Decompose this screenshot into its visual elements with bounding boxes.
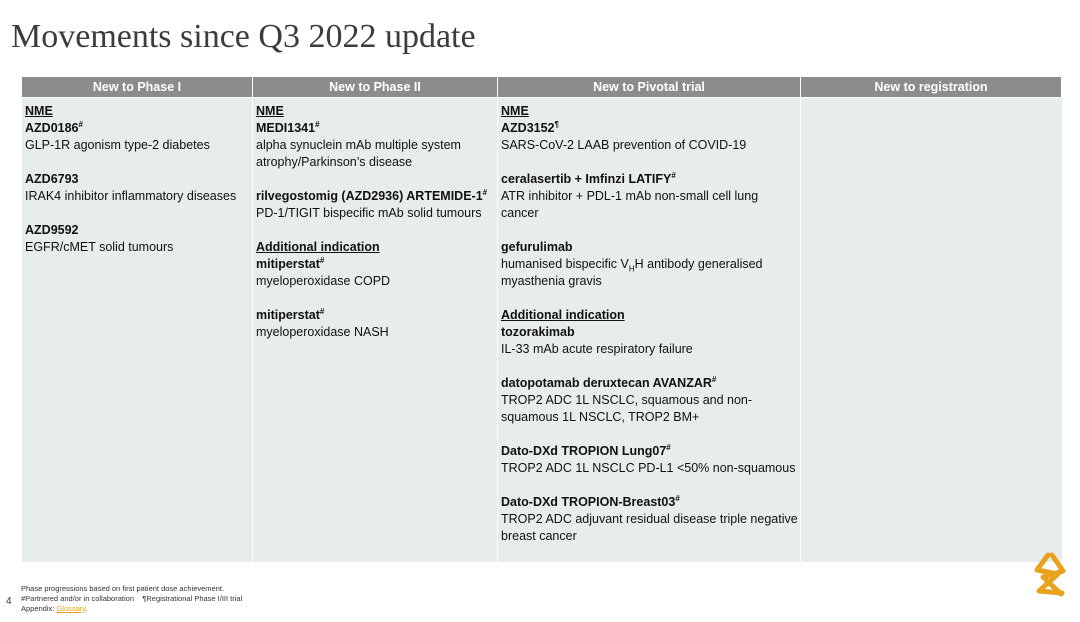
drug-name: rilvegostomig (AZD2936) ARTEMIDE-1# bbox=[256, 187, 488, 203]
drug-name: mitiperstat# bbox=[256, 306, 325, 322]
drug-description: ATR inhibitor + PDL-1 mAb non-small cell lung cancer bbox=[501, 189, 759, 220]
drug-name: gefurulimab bbox=[501, 240, 573, 254]
drug-name: Dato-DXd TROPION-Breast03# bbox=[501, 493, 680, 509]
list-item bbox=[501, 494, 798, 545]
section-label: NME bbox=[501, 104, 529, 118]
section-label: Additional indication bbox=[501, 308, 625, 322]
drug-name: AZD6793 bbox=[25, 172, 79, 186]
column-header-registration: New to registration bbox=[801, 77, 1062, 97]
drug-description: SARS-CoV-2 LAAB prevention of COVID-19 bbox=[501, 138, 747, 152]
drug-description: TROP2 ADC 1L NSCLC, squamous and non-squamous 1L NSCLC, TROP2 BM+ bbox=[501, 393, 753, 424]
drug-name: AZD3152¶ bbox=[501, 119, 559, 135]
drug-name: datopotamab deruxtecan AVANZAR# bbox=[501, 374, 717, 390]
footnotes bbox=[21, 584, 242, 614]
drug-name: ceralasertib + Imfinzi LATIFY# bbox=[501, 170, 676, 186]
drug-description: TROP2 ADC adjuvant residual disease triple negative breast cancer bbox=[501, 512, 798, 543]
glossary-link[interactable]: Glossary bbox=[56, 604, 86, 613]
column-header-pivotal: New to Pivotal trial bbox=[498, 77, 801, 97]
footnote-appendix: Appendix: Glossary. bbox=[21, 604, 88, 613]
drug-description: myeloperoxidase COPD bbox=[256, 274, 391, 288]
astrazeneca-logo-icon bbox=[1025, 550, 1075, 602]
column-registration bbox=[801, 97, 1062, 562]
footnote-marks bbox=[21, 594, 242, 604]
drug-name: Dato-DXd TROPION Lung07# bbox=[501, 442, 671, 458]
column-pivotal bbox=[498, 97, 801, 562]
drug-description: PD-1/TIGIT bispecific mAb solid tumours bbox=[256, 206, 482, 220]
drug-description: humanised bispecific $V_HH$ antibody generalised myasthenia gravis bbox=[501, 257, 763, 288]
footnote-registrational: ¶Registrational Phase I/III trial bbox=[142, 594, 243, 603]
drug-name: AZD9592 bbox=[25, 223, 79, 237]
page-title: Movements since Q3 2022 update bbox=[11, 18, 476, 55]
list-item bbox=[501, 120, 798, 154]
drug-name: mitiperstat# bbox=[256, 255, 325, 271]
list-item bbox=[25, 222, 250, 256]
column-header-phase-1: New to Phase I bbox=[22, 77, 253, 97]
column-phase-2 bbox=[253, 97, 498, 562]
list-item bbox=[256, 188, 495, 222]
drug-description: GLP-1R agonism type-2 diabetes bbox=[25, 138, 210, 152]
drug-description: alpha synuclein mAb multiple system atrophy/Parkinson’s disease bbox=[256, 138, 461, 169]
list-item bbox=[501, 324, 798, 358]
drug-description: myeloperoxidase NASH bbox=[256, 325, 389, 339]
footnote-progressions: Phase progressions based on first patient dose achievement. bbox=[21, 584, 225, 593]
column-header-phase-2: New to Phase II bbox=[253, 77, 498, 97]
list-item bbox=[256, 307, 495, 341]
drug-name: MEDI1341# bbox=[256, 119, 320, 135]
list-item bbox=[256, 120, 495, 171]
list-item bbox=[25, 171, 250, 205]
list-item bbox=[501, 375, 798, 426]
section-label: NME bbox=[256, 104, 284, 118]
drug-description: TROP2 ADC 1L NSCLC PD-L1 <50% non-squamous bbox=[501, 461, 796, 475]
list-item bbox=[256, 256, 495, 290]
column-phase-1 bbox=[22, 97, 253, 562]
section-label: NME bbox=[25, 104, 53, 118]
section-label: Additional indication bbox=[256, 240, 380, 254]
list-item bbox=[501, 443, 798, 477]
drug-description: IRAK4 inhibitor inflammatory diseases bbox=[25, 189, 237, 203]
drug-description: EGFR/cMET solid tumours bbox=[25, 240, 174, 254]
list-item bbox=[25, 120, 250, 154]
pipeline-table bbox=[22, 77, 1062, 546]
drug-description: IL-33 mAb acute respiratory failure bbox=[501, 342, 693, 356]
list-item bbox=[501, 171, 798, 222]
page-number: 4 bbox=[6, 596, 12, 607]
footnote-partnered: #Partnered and/or in collaboration bbox=[21, 594, 134, 603]
list-item bbox=[501, 239, 798, 290]
drug-name: tozorakimab bbox=[501, 325, 575, 339]
drug-name: AZD0186# bbox=[25, 119, 83, 135]
